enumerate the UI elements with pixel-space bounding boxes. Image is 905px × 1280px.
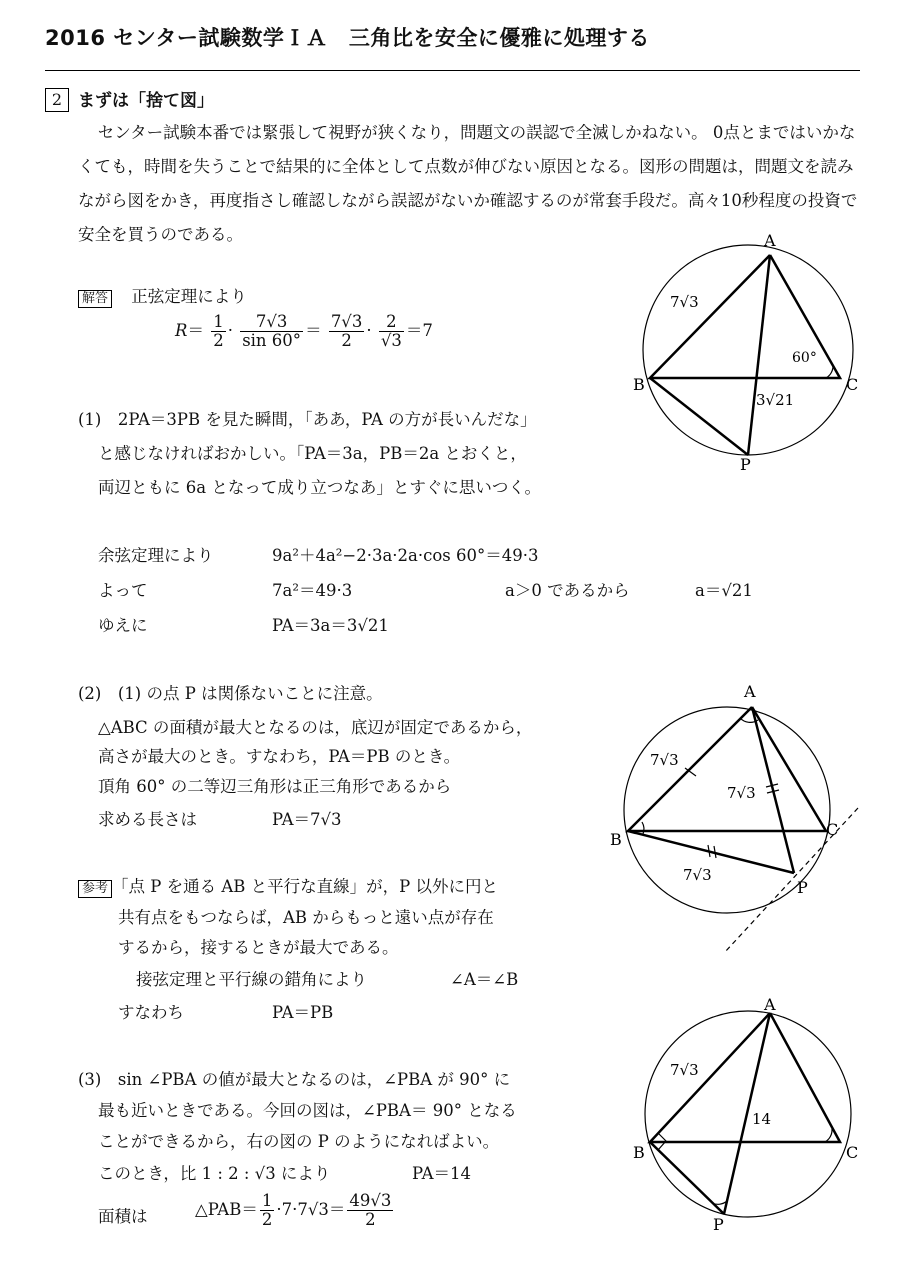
q3-line-2: 最も近いときである。今回の図は，∠PBA＝ 90° となる bbox=[98, 1101, 517, 1120]
q1-line-2: と感じなければおかしい。「PA＝3a，PB＝2a とおくと， bbox=[98, 444, 527, 463]
fig2-label-pb: 7√3 bbox=[683, 866, 712, 884]
fig1-label-bc: 3√21 bbox=[756, 391, 795, 409]
figure-2-diagram bbox=[605, 675, 870, 955]
q2-result-expr: PA＝7√3 bbox=[272, 810, 342, 829]
fig2-label-a: A bbox=[744, 682, 756, 701]
ref-line-1-text: 「点 P を通る AB と平行な直線」が，P 以外に円と bbox=[112, 877, 498, 896]
ref-badge: 参考 bbox=[78, 880, 112, 898]
q2-line-3: 高さが最大のとき。すなわち，PA＝PB のとき。 bbox=[98, 747, 461, 766]
q1-row-2-expr: 7a²＝49·3 bbox=[272, 581, 353, 600]
q2-result-label: 求める長さは bbox=[98, 810, 197, 829]
q1-row-1-expr: 9a²＋4a²−2·3a·2a·cos 60°＝49·3 bbox=[272, 546, 539, 565]
formula-result: 7 bbox=[422, 321, 433, 340]
formula-frac3: $\frac{2}{√3}$ bbox=[380, 312, 402, 350]
figure-3-diagram bbox=[625, 990, 875, 1235]
formula-frac1: $\frac{7√3}{\sin 60^\circ}$ bbox=[242, 312, 302, 350]
fig2-label-c: C bbox=[826, 820, 839, 839]
ref-line-2: 共有点をもつならば，AB からもっと遠い点が存在 bbox=[118, 908, 494, 927]
fig2-label-pa: 7√3 bbox=[727, 784, 756, 802]
ref-row-1-label: 接弦定理と平行線の錯角により bbox=[136, 970, 367, 989]
section-heading: まずは「捨て図」 bbox=[78, 91, 214, 111]
q3-area-formula: △PAB＝ $\frac{1}{2}$ ·7·7√3＝ $\frac{49√3}{2}$ bbox=[195, 1191, 392, 1229]
figure-1-diagram bbox=[630, 225, 880, 475]
q3-ratio-text: このとき，比 1 : 2 : √3 により bbox=[98, 1164, 331, 1183]
q2-line-1: (2) (1) の点 P は関係ないことに注意。 bbox=[78, 684, 383, 703]
fig1-label-b: B bbox=[633, 375, 645, 394]
area-half: $\frac{1}{2}$ bbox=[261, 1191, 273, 1229]
q3-line-3: ことができるから，右の図の P のようになればよい。 bbox=[98, 1132, 500, 1151]
ref-line-3: するから，接するときが最大である。 bbox=[118, 938, 399, 957]
answer-lead-text: 正弦定理により bbox=[131, 287, 247, 306]
q1-row-1-label: 余弦定理により bbox=[98, 546, 214, 565]
fig3-label-b: B bbox=[633, 1143, 645, 1162]
title-divider bbox=[45, 70, 860, 71]
formula-frac2: $\frac{7√3}{2}$ bbox=[330, 312, 363, 350]
q3-area-label: 面積は bbox=[98, 1207, 148, 1226]
fig3-label-c: C bbox=[846, 1143, 859, 1162]
fig1-label-angle-c: 60° bbox=[792, 350, 817, 366]
q1-row-3-expr: PA＝3a＝3√21 bbox=[272, 616, 389, 635]
ref-row-1-expr: ∠A＝∠B bbox=[450, 970, 519, 989]
sine-rule-formula: R＝ $\frac{1}{2}$ · $\frac{7√3}{\sin 60^\circ}$ ＝ $\frac{7√3}{2}$ · $\frac{2}{√3}$ ＝7 bbox=[175, 312, 433, 350]
q1-line-3: 両辺ともに 6a となって成り立つなあ」とすぐに思いつく。 bbox=[98, 478, 541, 497]
fig3-label-p: P bbox=[713, 1215, 724, 1234]
fig3-label-a: A bbox=[764, 995, 776, 1014]
q1-row-3-label: ゆえに bbox=[98, 616, 148, 635]
fig2-label-b: B bbox=[610, 830, 622, 849]
q1-line-1: (1) 2PA＝3PB を見た瞬間，「ああ，PA の方が長いんだな」 bbox=[78, 410, 537, 429]
area-result: $\frac{49√3}{2}$ bbox=[349, 1191, 392, 1229]
fig2-label-p: P bbox=[797, 878, 808, 897]
fig2-label-ab: 7√3 bbox=[650, 751, 679, 769]
formula-half: $\frac{1}{2}$ bbox=[213, 312, 224, 350]
q1-row-2-label: よって bbox=[98, 581, 148, 600]
q3-ratio-result: PA＝14 bbox=[412, 1164, 471, 1183]
intro-paragraph: センター試験本番では緊張して視野が狭くなり，問題文の誤認で全滅しかねない。 0点とまではいかなくても，時間を失うことで結果的に全体として点数が伸びない原因となる。図形の問題は，問題文を読みながら図をかき，再度指さし確認しながら誤認がないか確認するのが常套手段だ。高々10秒程度の投資で安全を買うのである。 bbox=[78, 123, 858, 244]
ref-row-2-label: すなわち bbox=[118, 1003, 184, 1022]
q1-row-2-condition: a＞0 であるから bbox=[505, 581, 630, 600]
fig1-label-a: A bbox=[764, 231, 776, 250]
fig1-label-p: P bbox=[740, 455, 751, 474]
fig1-label-ab: 7√3 bbox=[670, 293, 699, 311]
ref-row-2-expr: PA＝PB bbox=[272, 1003, 334, 1022]
answer-lead bbox=[78, 283, 247, 308]
ref-line-1 bbox=[78, 873, 498, 898]
answer-badge: 解答 bbox=[78, 290, 112, 308]
q2-line-4: 頂角 60° の二等辺三角形は正三角形であるから bbox=[98, 777, 452, 796]
section-number: 2 bbox=[45, 88, 69, 112]
q1-row-2-result: a＝√21 bbox=[695, 581, 753, 600]
page-title: 2016 センター試験数学ＩＡ 三角比を安全に優雅に処理する bbox=[45, 26, 650, 50]
formula-lhs: R bbox=[175, 321, 188, 340]
fig3-label-ab: 7√3 bbox=[670, 1061, 699, 1079]
fig1-label-c: C bbox=[846, 375, 859, 394]
fig3-label-pa: 14 bbox=[752, 1110, 772, 1128]
q3-line-1: (3) sin ∠PBA の値が最大となるのは，∠PBA が 90° に bbox=[78, 1070, 511, 1089]
q2-line-2: △ABC の面積が最大となるのは，底辺が固定であるから， bbox=[98, 718, 533, 737]
